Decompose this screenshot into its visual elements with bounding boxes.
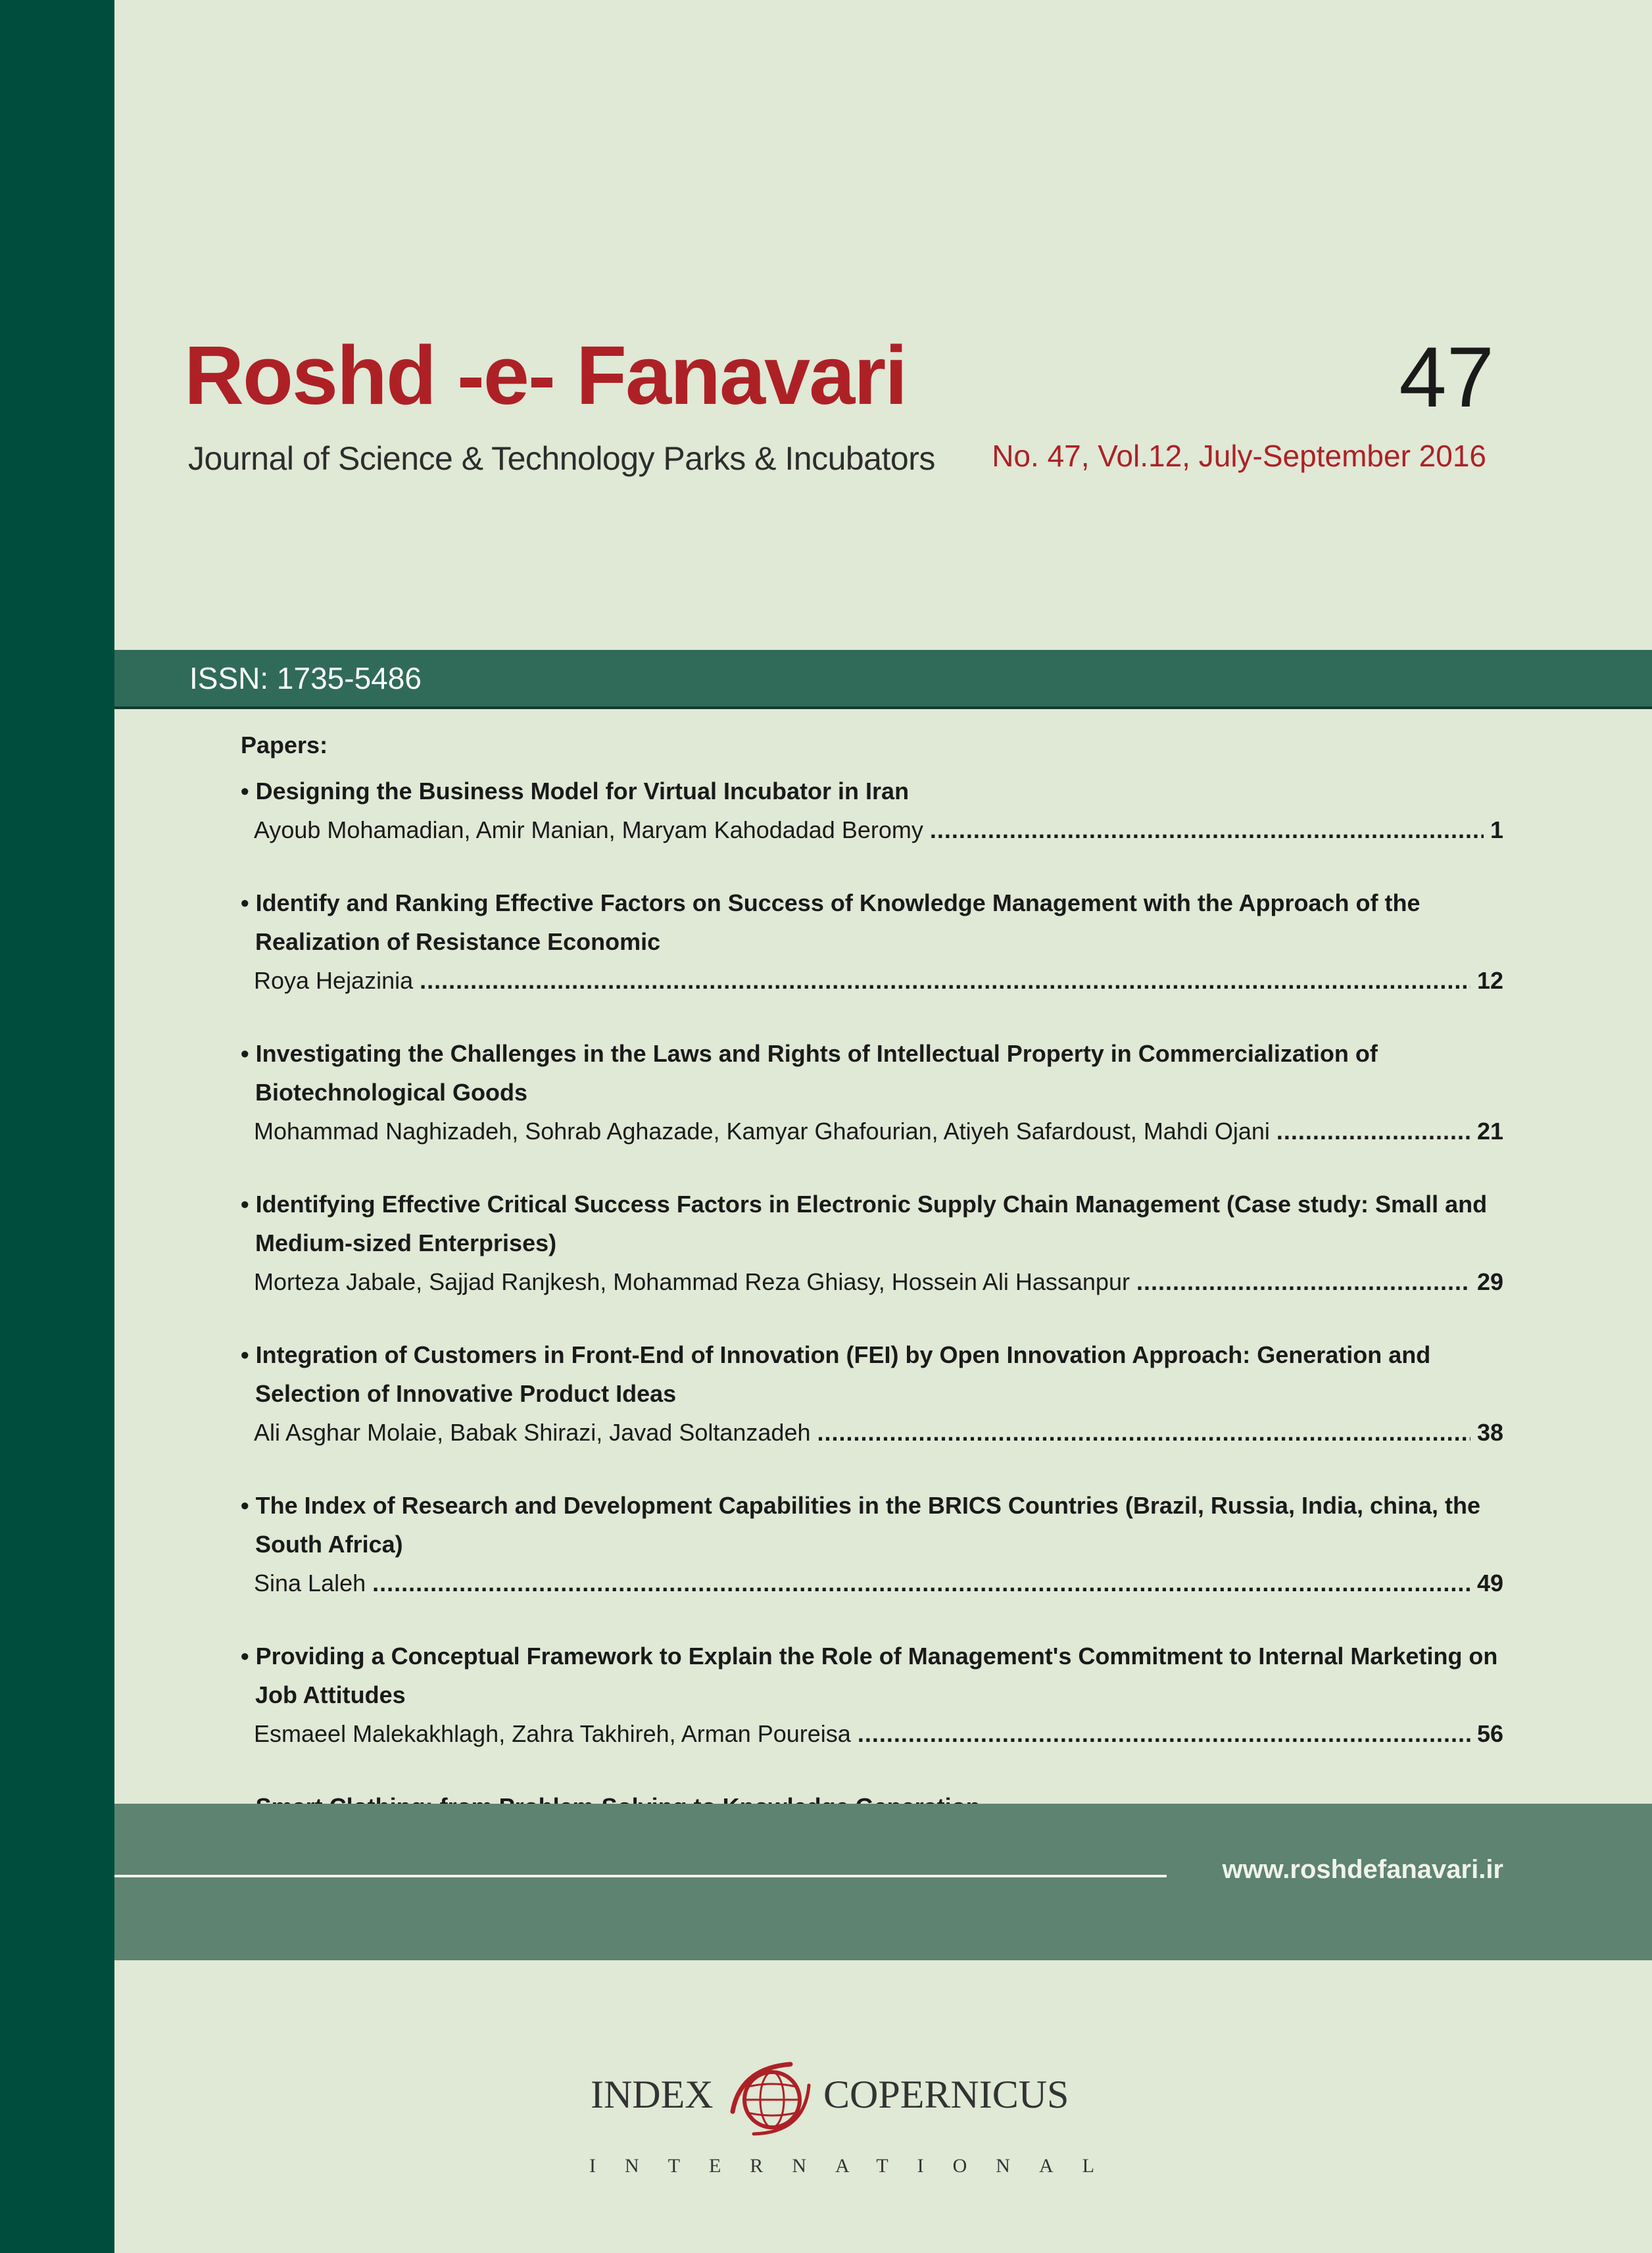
toc-entry[interactable] xyxy=(241,1335,1503,1452)
dot-leader xyxy=(930,810,1484,849)
entry-authors-line xyxy=(241,1262,1503,1301)
globe-icon xyxy=(727,2059,813,2138)
entry-title: • Identifying Effective Critical Success Factors in Electronic Supply Chain Management (Case study: Small and Medium-sized Enterprises) xyxy=(241,1190,1488,1256)
logo-word-index: INDEX xyxy=(591,2073,714,2116)
entry-page: 1 xyxy=(1490,816,1503,843)
table-of-contents xyxy=(241,730,1503,1899)
entry-title: • Investigating the Challenges in the Laws and Rights of Intellectual Property in Commercialization of Biotechnological Goods xyxy=(241,1039,1378,1106)
issn-text: ISSN: 1735-5486 xyxy=(189,661,422,695)
entry-title: • Identify and Ranking Effective Factors on Success of Knowledge Management with the Approach of the Realization of Resistance Economic xyxy=(241,889,1421,955)
entry-authors-line xyxy=(241,961,1503,1000)
entry-page: 29 xyxy=(1476,1268,1503,1295)
entry-page: 21 xyxy=(1476,1117,1503,1145)
logo-word-international: INTERNATIONAL xyxy=(589,2155,1123,2177)
entry-authors: Mohammad Naghizadeh, Sohrab Aghazade, Kamyar Ghafourian, Atiyeh Safardoust, Mahdi Ojani xyxy=(254,1117,1270,1145)
entry-authors-line xyxy=(241,1564,1503,1602)
toc-entry[interactable] xyxy=(241,883,1503,1000)
entry-authors: Ali Asghar Molaie, Babak Shirazi, Javad Soltanzadeh xyxy=(254,1418,811,1446)
logo-word-copernicus: COPERNICUS xyxy=(823,2073,1069,2116)
dot-leader xyxy=(817,1413,1470,1452)
entry-page: 56 xyxy=(1476,1720,1503,1747)
entry-authors: Roya Hejazinia xyxy=(254,966,414,994)
toc-entry[interactable] xyxy=(241,1637,1503,1753)
entry-authors: Sina Laleh xyxy=(254,1569,366,1597)
dot-leader xyxy=(858,1714,1470,1753)
toc-heading: Papers: xyxy=(241,731,328,758)
entry-authors: Esmaeel Malekakhlagh, Zahra Takhireh, Arman Poureisa xyxy=(254,1720,851,1747)
dot-leader xyxy=(1276,1112,1470,1151)
toc-entry[interactable] xyxy=(241,1486,1503,1602)
entry-authors: Morteza Jabale, Sajjad Ranjkesh, Mohammad Reza Ghiasy, Hossein Ali Hassanpur xyxy=(254,1268,1130,1295)
entry-authors-line xyxy=(241,1112,1503,1151)
issue-number: 47 xyxy=(1399,329,1494,425)
entry-authors-line xyxy=(241,810,1503,849)
journal-subtitle: Journal of Science & Technology Parks & Incubators xyxy=(188,440,935,477)
dot-leader xyxy=(1136,1262,1470,1301)
entry-title: • Providing a Conceptual Framework to Explain the Role of Management's Commitment to Internal Marketing on Job Attitudes xyxy=(241,1642,1498,1708)
issue-line: No. 47, Vol.12, July-September 2016 xyxy=(992,439,1486,473)
journal-title: Roshd -e- Fanavari xyxy=(184,329,907,422)
index-copernicus-logo xyxy=(579,2046,1171,2177)
toc-entry[interactable] xyxy=(241,1185,1503,1301)
cover-spine xyxy=(0,0,114,2253)
entry-page: 12 xyxy=(1476,966,1503,994)
dot-leader xyxy=(372,1564,1470,1602)
footer-rule xyxy=(114,1875,1167,1877)
entry-title: • The Index of Research and Development Capabilities in the BRICS Countries (Brazil, Russia, India, china, the South Africa) xyxy=(241,1491,1480,1558)
website-link[interactable]: www.roshdefanavari.ir xyxy=(1222,1855,1503,1884)
issn-bar xyxy=(114,650,1652,709)
entry-page: 38 xyxy=(1476,1418,1503,1446)
entry-authors-line xyxy=(241,1413,1503,1452)
entry-title: • Designing the Business Model for Virtual Incubator in Iran xyxy=(241,777,910,805)
entry-authors-line xyxy=(241,1714,1503,1753)
entry-title: • Integration of Customers in Front-End of Innovation (FEI) by Open Innovation Approach: Generation and Selection of Innovative Product Ideas xyxy=(241,1341,1431,1407)
footer-band xyxy=(114,1804,1652,1960)
entry-authors: Ayoub Mohamadian, Amir Manian, Maryam Kahodadad Beromy xyxy=(254,816,923,843)
toc-entry[interactable] xyxy=(241,1034,1503,1151)
toc-entry[interactable] xyxy=(241,772,1503,849)
dot-leader xyxy=(420,961,1470,1000)
entry-page: 49 xyxy=(1476,1569,1503,1597)
